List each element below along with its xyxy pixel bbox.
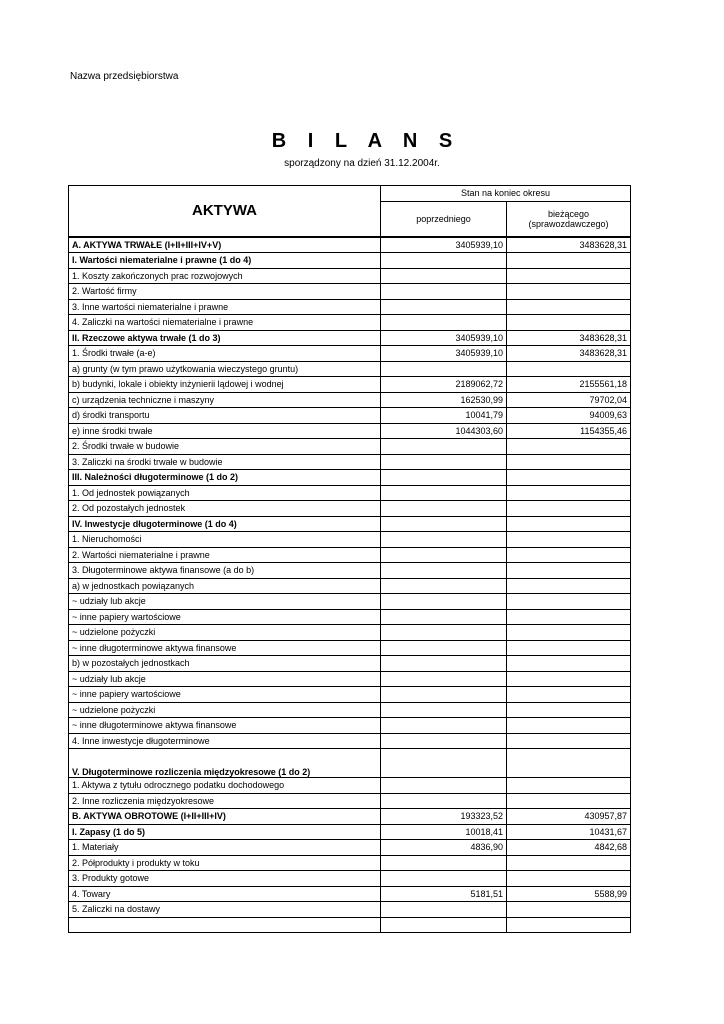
table-row [69,299,631,315]
row-label: c) urządzenia techniczne i maszyny [69,392,381,408]
curr-value: 10431,67 [507,824,631,840]
table-row [69,237,631,253]
prev-value [381,563,507,579]
prev-value [381,253,507,269]
row-label: I. Zapasy (1 do 5) [69,824,381,840]
table-row [69,268,631,284]
curr-value [507,501,631,517]
table-row [69,501,631,517]
table-row [69,687,631,703]
row-label: III. Należności długoterminowe (1 do 2) [69,470,381,486]
prev-value: 2189062,72 [381,377,507,393]
curr-value: 79702,04 [507,392,631,408]
table-row [69,563,631,579]
curr-value: 5588,99 [507,886,631,902]
row-label: 3. Produkty gotowe [69,871,381,887]
curr-value: 2155561,18 [507,377,631,393]
table-row [69,902,631,918]
table-row [69,640,631,656]
prev-value [381,578,507,594]
table-row [69,733,631,749]
curr-value [507,439,631,455]
table-row [69,671,631,687]
table-row [69,871,631,887]
row-label: 1. Od jednostek powiązanych [69,485,381,501]
curr-value: 1154355,46 [507,423,631,439]
prev-value: 4836,90 [381,840,507,856]
table-row [69,253,631,269]
curr-value: 3483628,31 [507,330,631,346]
curr-value [507,702,631,718]
curr-value [507,470,631,486]
aktywa-header: AKTYWA [69,186,381,237]
curr-value [507,454,631,470]
table-row [69,718,631,734]
row-label: 1. Materiały [69,840,381,856]
table-row [69,330,631,346]
prev-value [381,284,507,300]
curr-value [507,315,631,331]
prev-value [381,749,507,778]
curr-value [507,594,631,610]
prev-value [381,917,507,933]
curr-value [507,532,631,548]
curr-value [507,778,631,794]
row-label: 2. Środki trwałe w budowie [69,439,381,455]
prev-value: 10018,41 [381,824,507,840]
table-row [69,809,631,825]
prev-value [381,640,507,656]
curr-value [507,268,631,284]
curr-value [507,871,631,887]
table-row [69,917,631,933]
prev-value [381,902,507,918]
table-row [69,824,631,840]
prev-value [381,871,507,887]
header-row-1 [69,186,631,202]
table-row [69,470,631,486]
document-title: B I L A N S [271,130,461,152]
curr-value [507,687,631,703]
curr-value: 3483628,31 [507,346,631,362]
company-name-label: Nazwa przedsiębiorstwa [70,71,179,82]
row-label: a) grunty (w tym prawo użytkowania wieczystego gruntu) [69,361,381,377]
prev-value [381,594,507,610]
curr-value [507,749,631,778]
table-row [69,423,631,439]
row-label: 3. Inne wartości niematerialne i prawne [69,299,381,315]
table-row [69,625,631,641]
balance-sheet-body [69,186,631,933]
prev-value [381,656,507,672]
prev-value [381,454,507,470]
row-label: e) inne środki trwałe [69,423,381,439]
curr-value [507,625,631,641]
row-label: a) w jednostkach powiązanych [69,578,381,594]
curr-value [507,793,631,809]
prev-value [381,470,507,486]
prev-value: 5181,51 [381,886,507,902]
prev-value [381,315,507,331]
table-row [69,532,631,548]
prev-value [381,439,507,455]
prev-value [381,532,507,548]
curr-value [507,253,631,269]
prev-value [381,547,507,563]
curr-value: 3483628,31 [507,237,631,253]
prev-value [381,361,507,377]
period-header: Stan na koniec okresu [381,186,631,202]
row-label: ~ inne długoterminowe aktywa finansowe [69,640,381,656]
curr-value [507,563,631,579]
curr-value [507,917,631,933]
prev-value [381,268,507,284]
balance-sheet-table [68,185,631,933]
table-row [69,361,631,377]
table-row [69,749,631,778]
table-row [69,408,631,424]
curr-value: 4842,68 [507,840,631,856]
table-row [69,855,631,871]
row-label: 4. Towary [69,886,381,902]
row-label: d) środki transportu [69,408,381,424]
row-label [69,917,381,933]
row-label: 3. Zaliczki na środki trwałe w budowie [69,454,381,470]
prev-value [381,671,507,687]
curr-value [507,656,631,672]
prev-value: 193323,52 [381,809,507,825]
table-row [69,439,631,455]
row-label: 1. Nieruchomości [69,532,381,548]
table-row [69,609,631,625]
table-row [69,454,631,470]
curr-value [507,855,631,871]
curr-value [507,902,631,918]
prev-value [381,778,507,794]
row-label: ~ inne papiery wartościowe [69,609,381,625]
row-label: ~ udzielone pożyczki [69,702,381,718]
prev-value [381,687,507,703]
prev-value [381,609,507,625]
prev-value [381,793,507,809]
row-label: 2. Inne rozliczenia międzyokresowe [69,793,381,809]
row-label: B. AKTYWA OBROTOWE (I+II+III+IV) [69,809,381,825]
row-label: 1. Koszty zakończonych prac rozwojowych [69,268,381,284]
prev-value [381,516,507,532]
table-row [69,547,631,563]
curr-value [507,284,631,300]
row-label: ~ udzielone pożyczki [69,625,381,641]
row-label: V. Długoterminowe rozliczenia międzyokresowe (1 do 2) [69,749,381,778]
row-label: b) w pozostałych jednostkach [69,656,381,672]
row-label: 2. Od pozostałych jednostek [69,501,381,517]
row-label: IV. Inwestycje długoterminowe (1 do 4) [69,516,381,532]
row-label: 2. Półprodukty i produkty w toku [69,855,381,871]
prev-value: 1044303,60 [381,423,507,439]
curr-value [507,718,631,734]
prev-period-header: poprzedniego [381,201,507,237]
curr-value [507,485,631,501]
row-label: ~ inne papiery wartościowe [69,687,381,703]
row-label: 2. Wartość firmy [69,284,381,300]
prev-value [381,733,507,749]
prev-value [381,625,507,641]
row-label: 1. Środki trwałe (a-e) [69,346,381,362]
prev-value: 3405939,10 [381,346,507,362]
table-row [69,346,631,362]
table-row [69,594,631,610]
prev-value [381,299,507,315]
curr-value [507,361,631,377]
table-row [69,778,631,794]
row-label: 4. Zaliczki na wartości niematerialne i prawne [69,315,381,331]
prev-value [381,718,507,734]
prev-value: 3405939,10 [381,237,507,253]
table-row [69,886,631,902]
table-row [69,578,631,594]
curr-value: 94009,63 [507,408,631,424]
curr-period-header-line1: bieżącego [547,208,590,219]
curr-period-header [507,201,631,237]
row-label: I. Wartości niematerialne i prawne (1 do 4) [69,253,381,269]
curr-value [507,640,631,656]
row-label: 2. Wartości niematerialne i prawne [69,547,381,563]
prev-value [381,501,507,517]
table-row [69,840,631,856]
row-label: b) budynki, lokale i obiekty inżynierii lądowej i wodnej [69,377,381,393]
row-label: 5. Zaliczki na dostawy [69,902,381,918]
prev-value [381,702,507,718]
row-label: 1. Aktywa z tytułu odrocznego podatku dochodowego [69,778,381,794]
prev-value [381,485,507,501]
table-row [69,392,631,408]
prev-value: 10041,79 [381,408,507,424]
prev-value: 162530,99 [381,392,507,408]
curr-value [507,733,631,749]
curr-value [507,547,631,563]
table-row [69,315,631,331]
prev-value [381,855,507,871]
curr-value: 430957,87 [507,809,631,825]
row-label: ~ udziały lub akcje [69,671,381,687]
table-row [69,702,631,718]
row-label: A. AKTYWA TRWAŁE (I+II+III+IV+V) [69,237,381,253]
table-row [69,485,631,501]
document-subtitle: sporządzony na dzień 31.12.2004r. [284,158,440,169]
curr-value [507,578,631,594]
row-label: 3. Długoterminowe aktywa finansowe (a do b) [69,563,381,579]
curr-value [507,299,631,315]
prev-value: 3405939,10 [381,330,507,346]
curr-period-header-line2: (sprawozdawczego) [528,218,609,229]
curr-value [507,516,631,532]
table-row [69,516,631,532]
row-label: ~ udziały lub akcje [69,594,381,610]
row-label: II. Rzeczowe aktywa trwałe (1 do 3) [69,330,381,346]
table-row [69,793,631,809]
table-row [69,377,631,393]
row-label: 4. Inne inwestycje długoterminowe [69,733,381,749]
row-label: ~ inne długoterminowe aktywa finansowe [69,718,381,734]
curr-value [507,609,631,625]
curr-value [507,671,631,687]
table-row [69,284,631,300]
table-row [69,656,631,672]
